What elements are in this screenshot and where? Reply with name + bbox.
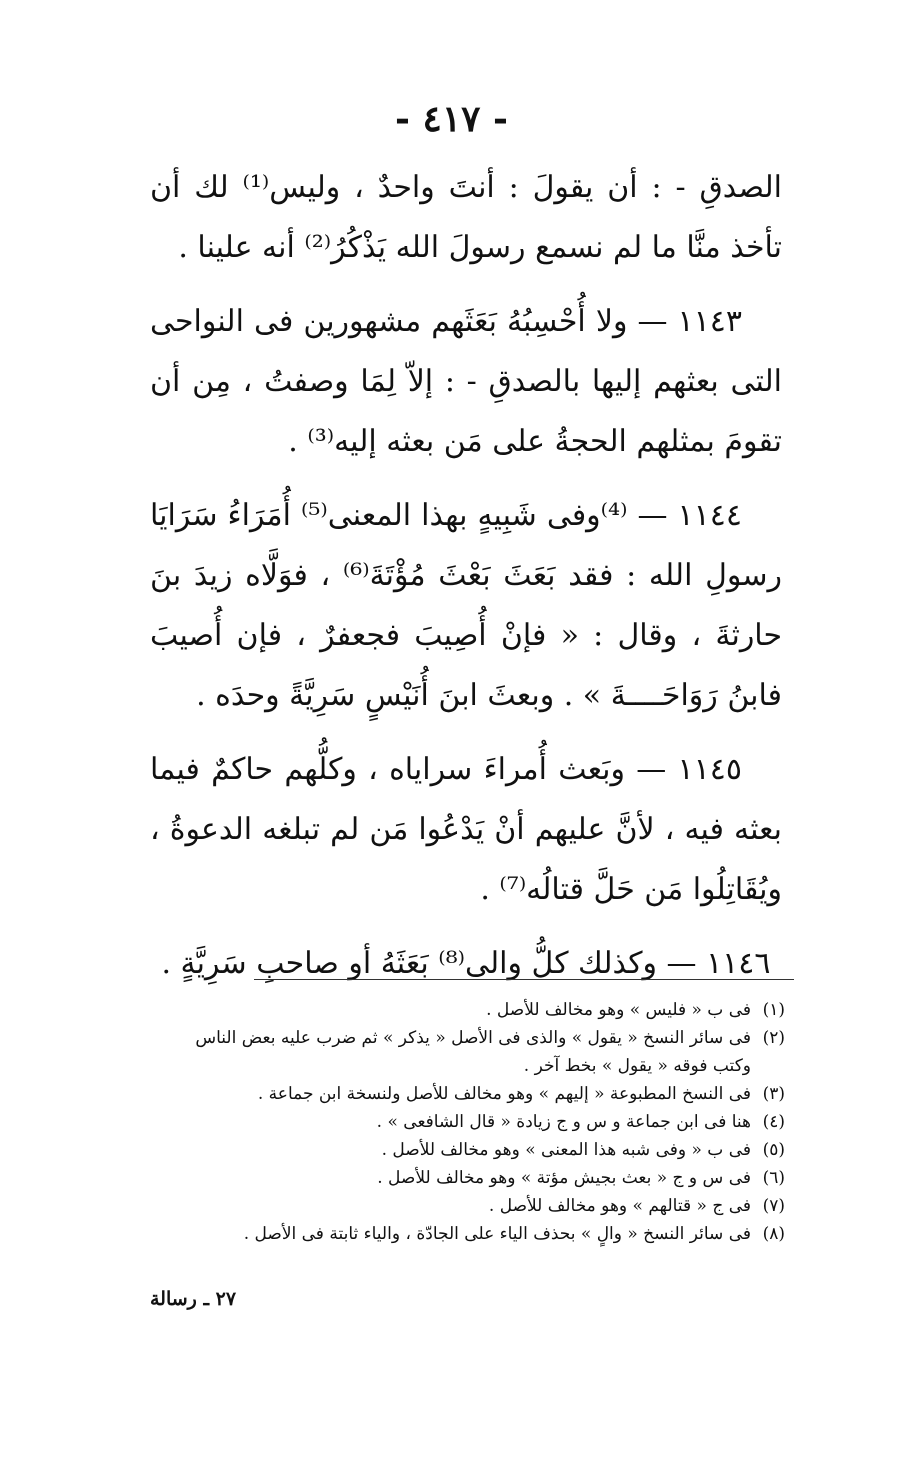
footnote-8: [145, 1220, 785, 1248]
page-number: - ٤١٧ -: [395, 98, 508, 140]
main-text: [150, 158, 782, 1008]
footnote-number: (٧): [762, 1196, 785, 1216]
footnote-text: هنا فى ابن جماعة و س و ج زيادة « قال الشافعى » .: [376, 1112, 751, 1132]
paragraph-1146: ١١٤٦ — وكذلك كلُّ والى⁽⁸⁾ بَعَثَهُ أو صاحبِ سَرِيَّةٍ .: [161, 946, 771, 981]
footnote-number: (٦): [762, 1168, 785, 1188]
footnote-7: [145, 1192, 785, 1220]
printer-signature: ٢٧ ـ رسالة: [150, 1288, 237, 1310]
footnote-number: (٢): [762, 1028, 785, 1048]
footnote-1: [145, 996, 785, 1024]
footnote-number: (٨): [762, 1224, 785, 1244]
paragraph-1143: ١١٤٣ — ولا أُحْسِبُهُ بَعَثَهم مشهورين فى النواحى التى بعثهم إليها بالصدقِ - : إلاّ لِمَا وصفتُ ، مِن أن تقومَ بمثلهم الحجةُ على مَن بعثه إليه⁽³⁾ .: [150, 304, 782, 459]
footnote-text: فى النسخ المطبوعة « إليهم » وهو مخالف للأصل ولنسخة ابن جماعة .: [257, 1084, 751, 1104]
footnote-3: [145, 1080, 785, 1108]
footnotes: [145, 996, 785, 1248]
paragraph-1145: ١١٤٥ — وبَعث أُمراءَ سراياه ، وكلُّهم حاكمٌ فيما بعثه فيه ، لأنَّ عليهم أنْ يَدْعُوا مَن لم تبلغه الدعوةُ ، ويُقَاتِلُوا مَن حَلَّ قتالُه⁽⁷⁾ .: [150, 752, 782, 907]
footnote-text: فى س و ج « بعث بجيش مؤتة » وهو مخالف للأصل .: [377, 1168, 751, 1188]
footnote-4: [145, 1108, 785, 1136]
footnote-text: فى ب « فليس » وهو مخالف للأصل .: [486, 1000, 751, 1020]
footnote-6: [145, 1164, 785, 1192]
footnote-number: (٤): [762, 1112, 785, 1132]
footnote-text: فى سائر النسخ « يقول » والذى فى الأصل « يذكر » ثم ضرب عليه بعض الناس: [195, 1028, 751, 1048]
footnote-number: (٣): [762, 1084, 785, 1104]
footnote-5: [145, 1136, 785, 1164]
footnote-text: فى ب « وفى شبه هذا المعنى » وهو مخالف للأصل .: [381, 1140, 751, 1160]
footnote-2: [145, 1024, 785, 1052]
footnote-number: (١): [762, 1000, 785, 1020]
paragraph-1144: ١١٤٤ — ⁽⁴⁾وفى شَبِيهٍ بهذا المعنى⁽⁵⁾ أُمَرَاءُ سَرَايَا رسولِ الله : فقد بَعَثَ بَعْثَ مُؤْتَةَ⁽⁶⁾ ، فوَلَّاه زيدَ بنَ حارثةَ ، وقال : « فإنْ أُصِيبَ فجعفرٌ ، فإن أُصيبَ فابنُ رَوَاحَــــةَ » . وبعثَ ابنَ أُنَيْسٍ سَرِيَّةً وحدَه .: [150, 498, 782, 713]
footnote-text: فى سائر النسخ « والٍ » بحذف الياء على الجادّة ، والياء ثابتة فى الأصل .: [243, 1224, 751, 1244]
footnote-number: (٥): [762, 1140, 785, 1160]
footnote-separator: [254, 979, 794, 980]
footnote-2-continuation: وكتب فوقه « يقول » بخط آخر .: [523, 1056, 751, 1076]
footnote-text: فى ج « قتالهم » وهو مخالف للأصل .: [488, 1196, 751, 1216]
paragraph-1: الصدقِ - : أن يقولَ : أنتَ واحدٌ ، وليس⁽¹⁾ لك أن تأخذ منَّا ما لم نسمع رسولَ الله يَذْكُرُ⁽²⁾ أنه علينا .: [150, 170, 782, 265]
